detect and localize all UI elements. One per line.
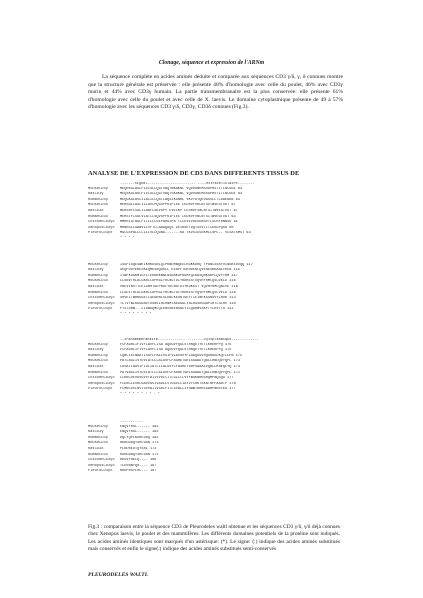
body-paragraph: La séquence complète en acides aminés déduite et comparée aux séquences CD3 γ/δ, γ, δ connues montre que la structure générale est préservée : elle présente 48% d'homologie avec celle du poulet, 46% avec CD3γ murin et 44% avec CD3γ humain. La partie transmembranaire est la plus conservée: elle présente 61% d'homologie avec celle du poulet et avec celle de X. laevis. Le domaine cytoplasmique présente de 49 à 57% d'homologie avec les séquences CD3 γ/δ, CD3γ, CD3δ connues (Fig.3). xyxy=(88,74,343,111)
sequence-text: ENQVYRSL------ 182 xyxy=(120,424,159,429)
sequence-text: PTSTDRW-- LIGNDQMLQLENVSKENSGEYICQGRNVSKPTYLRVTTR 111 xyxy=(120,307,234,312)
sequence-text: MEQRKGLAGLFLVISLLQGTVAQTNKAKNL VQVDGNEMSSGPHSTITLNCGGE 63 xyxy=(120,186,243,191)
alignment-row xyxy=(88,435,338,441)
species-label: MouseCD3δ xyxy=(88,441,108,446)
alignment-row xyxy=(88,219,338,225)
domain-annotation: -------signal----------------------- ----extracellulaire-------- xyxy=(120,182,255,186)
sequence-text: RDRDDAQYSRLGGN 173 xyxy=(120,441,159,446)
species-label: RatCD3γ xyxy=(88,430,104,435)
sequence-text: MEQGKGLAVLILAIILLQGTLAQSIKGNHL VKVYDYQEDGSVLLTCDAEAKN 63 xyxy=(120,197,240,202)
sequence-text: RDGVYHELQ---- 186 xyxy=(120,458,157,463)
sequence-text: CQNCIELNAATISGFLFAEIVSIFVLAVGVYFIAGQDGVRQSRASDKQTLLPN 175 xyxy=(120,353,243,358)
species-label: HumanCD3δ xyxy=(88,452,108,457)
sequence-text: FCMNCVELNVTSVVAIIVGDIFITLSVALLIYHAWTKRKEGAHPNNSYEA 177 xyxy=(120,387,236,392)
alignment-row xyxy=(88,197,338,203)
species-label: MouseCD3γ xyxy=(88,424,108,429)
species-label: XenopusCD3γδ xyxy=(88,225,115,230)
sequence-text: TLDSNNYQR---- 187 xyxy=(120,463,157,468)
alignment-row xyxy=(88,208,338,214)
sequence-text: ENQVYRSL------ 182 xyxy=(120,430,159,435)
sequence-text: PATLAGIIVTDVIATLLLALGVFCFAGHETGRLSGAADTQALLRNDQVYQPL 173 xyxy=(120,359,240,364)
alignment-row xyxy=(88,203,338,209)
section-title: Clonage, séquence et expression de l'ARNm xyxy=(158,60,265,66)
species-label: RatCD3δ xyxy=(88,284,104,289)
alignment-row xyxy=(88,348,338,354)
species-label: RatCD3γ xyxy=(88,268,104,273)
sequence-text: MGLGSPALLLLLLLVLLQGNG-------KA TKVSIEGSKMLLSPL-- VCSATSMST 63 xyxy=(120,231,251,236)
alignment-row xyxy=(88,273,338,279)
alignment-row xyxy=(88,457,338,463)
species-label: RatCD3δ xyxy=(88,446,104,451)
species-label: RatCD3γ xyxy=(88,192,104,197)
sequence-text: FCFAGHIIFIVFLAVFLISA GQDGVYQGLSTRNQETYETLKHEKPPQ 175 xyxy=(120,342,232,347)
species-label: ChickenCD3γδ xyxy=(88,458,115,463)
consensus-line: * * * * * * : * . * xyxy=(120,391,160,396)
sequence-text: KRDPRSYLRL--- 187 xyxy=(120,469,157,474)
alignment-row xyxy=(88,370,338,376)
sequence-text: MEQSKGLAGLFLVISLLQGTVAQTSKAKNL VQVDGNEMSSGPHSTITLNCGGE 63 xyxy=(120,192,243,197)
alignment-row xyxy=(88,342,338,348)
species-label: XenopusCD3γδ xyxy=(88,301,115,306)
sequence-text: RDRDDAQYSHLGGN 171 xyxy=(120,452,159,457)
species-label: HumanCD3γ xyxy=(88,197,108,202)
sequence-text: MRNRGLLGAWVLLVFTLLAAAQDQS VEIKSETDQTSSVTLTCEKGPQSG 60 xyxy=(120,225,234,230)
alignment-row xyxy=(88,424,338,430)
species-label: HumanCD3γ xyxy=(88,273,108,278)
species-label: MouseCD3δ xyxy=(88,279,108,284)
alignment-row xyxy=(88,353,338,359)
alignment-row xyxy=(88,284,338,290)
alignment-row xyxy=(88,225,338,231)
consensus-line: * * * * xyxy=(120,235,135,240)
sequence-text: VREVLNVTTLELGRRTGEPRGLYRCNGTDIYKDKEST VQVHYRMCQNCVE 116 xyxy=(120,284,238,289)
species-label: MouseCD3γ xyxy=(88,342,108,347)
alignment-block xyxy=(88,182,338,241)
alignment-row xyxy=(88,186,338,192)
alignment-row xyxy=(88,295,338,301)
species-label: ChickenCD3γδ xyxy=(88,220,115,225)
domain-annotation: --transmembranaire------------- --------cytoplasmique------------- xyxy=(120,338,259,342)
alignment-row xyxy=(88,268,338,274)
species-label: HumanCD3δ xyxy=(88,290,108,295)
alignment-row xyxy=(88,262,338,268)
alignment-row xyxy=(88,192,338,198)
alignment-row xyxy=(88,463,338,469)
alignment-row xyxy=(88,452,338,458)
consensus-line xyxy=(88,474,338,479)
subsection-heading: PLEURODELES WALTL xyxy=(88,572,149,578)
sequence-text: PLRDREDTQYSRL 173 xyxy=(120,446,157,451)
species-label: MouseCD3δ xyxy=(88,203,108,208)
sequence-text: TLTVTWLKDGGNVTDSNSLHIRNMTAEDGGLYACRSSRGDAPIHTLSLHV 110 xyxy=(120,301,236,306)
sequence-text: LLSNVTRLDLGKRILDPRGIYRCNGTDIYKDKESTVQVHYRMCQSCVELD 116 xyxy=(120,279,236,284)
alignment-row xyxy=(88,290,338,296)
species-label: HumanCD3δ xyxy=(88,370,108,375)
sequence-text: LCKNCVEVDVGVVTAIIVVDICITLGLLLLVYYWSKNRRGRQMPAQSQD 177 xyxy=(120,376,234,381)
sequence-text: FCFAGHIIFIVFLAVFLISA GQDGVYQGLSTRNQETYETLKHEKPPQ 175 xyxy=(120,348,232,353)
sequence-text: ITWFKDGKMIGFLTEDKKKWNLGSNAKDPRGMYQCKGSQNKSKPLQVYYRM 117 xyxy=(120,273,238,278)
alignment-block xyxy=(88,262,338,317)
figure-caption: Fig.3 : comparaison entre la séquence CD3 de Pleurodeles waltl obtenue et les séquences CD3 γ/δ, γ/δ déjà connues chez Xenopus laevis, le poulet et des mammifères. Les différents domaines potentiels de la protéine sont indiqués. Les acides aminés identiques sont marqués d'un astérisque: (*). Le signe: (:) indique des acides aminés substitués mais conservés et enfin le signe(.) indique des acides aminés substitués semi-conservés xyxy=(88,524,340,552)
species-label: PleuroCD3γδ xyxy=(88,307,113,312)
domain-annotation: ----------- xyxy=(120,420,144,424)
species-label: ChickenCD3γδ xyxy=(88,296,115,301)
species-label: HumanCD3δ xyxy=(88,214,108,219)
alignment-row xyxy=(88,301,338,307)
sequence-text: LDSATLAGVIFIDLIATLLLALGVYCFAGHETGRPSGAAEVQALLKNEQLYQ 173 xyxy=(120,364,240,369)
species-label: RatCD3δ xyxy=(88,364,104,369)
sequence-text: MEHSRFLSGLILAAFLSRVSPY EVEIKP LEDRVFVNCNTSITWVEGTVGT 67 xyxy=(120,208,238,213)
sequence-text: MEHSGILASLILIAVLPQGSPFKIPIEE LEDRVFVKCNTSVTWVEGTVGT 67 xyxy=(120,203,236,208)
sequence-text: DQLYQPLKDREDDQ 182 xyxy=(120,435,159,440)
alignment-row xyxy=(88,446,338,452)
species-label: RatCD3γ xyxy=(88,348,104,353)
sequence-text: SRVELTWRKDGETLGEGHNLSLDNLKEGNTGEYTCEINEKSSNSVYLHVK 113 xyxy=(120,296,236,301)
species-label: MouseCD3γ xyxy=(88,186,108,191)
alignment-row xyxy=(88,359,338,365)
sequence-text: MMRRLGTAGLFLLLLLLGEPARGIPA TLCEVEVSESDNSVTLSCHFRNNSD 61 xyxy=(120,220,238,225)
alignment-row xyxy=(88,468,338,474)
alignment-row xyxy=(88,430,338,436)
sequence-text: SEQPDDYEKESKEQMESNQDGLL EEAPFTDKHDEKLQVENESKKANLYEEA 115 xyxy=(120,268,240,273)
species-label: XenopusCD3γδ xyxy=(88,463,115,468)
species-label: HumanCD3γ xyxy=(88,353,108,358)
sequence-text: FCENCIEVHLGAVVGVIVADLLVTGGVLLIAYVYCRKTSKNTNPPANDTP 178 xyxy=(120,381,236,386)
section-heading: ANALYSE DE L'EXPRESSION DE CD3 DANS DIFFERENTS TISSUS DE xyxy=(88,170,300,177)
sequence-text: PATVAGIIVTDVIATLLLALGVFCFAGHETGRLSGAADTQALLRNDQVYQPL 171 xyxy=(120,370,240,375)
alignment-row xyxy=(88,279,338,285)
species-label: ChickenCD3γδ xyxy=(88,376,115,381)
alignment-block xyxy=(88,338,338,397)
species-label: MouseCD3γ xyxy=(88,262,108,267)
consensus-line: * * * * * * * * xyxy=(120,311,152,316)
alignment-row xyxy=(88,214,338,220)
species-label: RatCD3δ xyxy=(88,208,104,213)
sequence-text: LLSDITRLDLGKRILDPRGIYRCNGTDIYKDKESTVQVHYRMCQSCVELD 116 xyxy=(120,290,236,295)
alignment-row xyxy=(88,441,338,447)
sequence-text: ISGPLDQESWELKHKDSNLQIPKNDRWQEELKGKKDRQ TPGNCSSRYVLNGKEDVQQ 117 xyxy=(120,262,253,267)
alignment-row xyxy=(88,375,338,381)
species-label: XenopusCD3γδ xyxy=(88,381,115,386)
species-label: MouseCD3δ xyxy=(88,359,108,364)
species-label: HumanCD3γ xyxy=(88,435,108,440)
alignment-row xyxy=(88,364,338,370)
alignment-block xyxy=(88,420,338,479)
species-label: PleuroCD3γδ xyxy=(88,231,113,236)
sequence-text: MEHSTFLSGLVLATLLSQVSPFKIPIEE LEDRVFVNCNTSITWVEGTVGT 63 xyxy=(120,214,236,219)
species-label: PleuroCD3γδ xyxy=(88,469,113,474)
alignment-row xyxy=(88,381,338,387)
species-label: PleuroCD3γδ xyxy=(88,387,113,392)
